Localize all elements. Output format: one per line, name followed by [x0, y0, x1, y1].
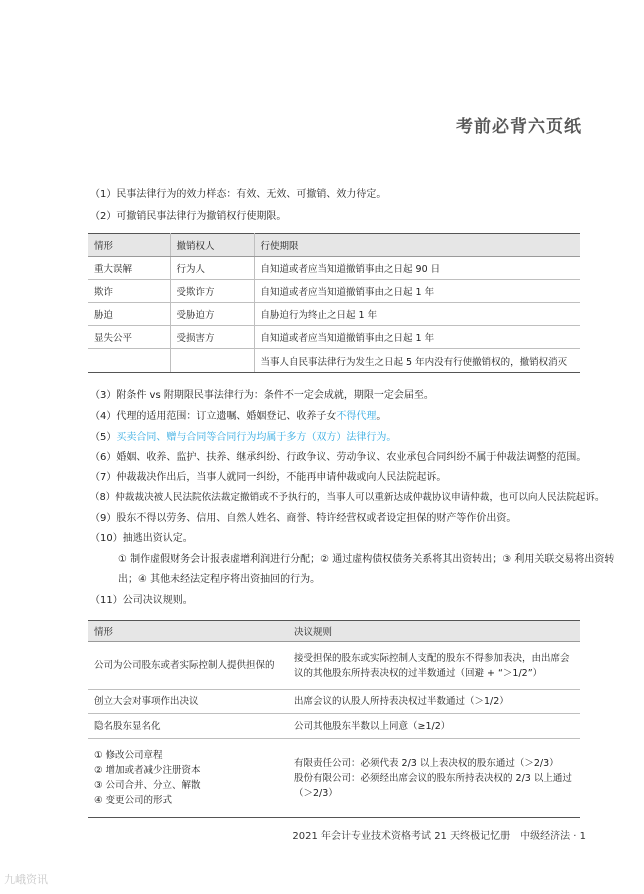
table-cell: 胁迫	[88, 303, 170, 326]
page-footer: 2021 年会计专业技术资格考试 21 天终极记忆册 中级经济法 · 1	[292, 831, 586, 842]
table-cell: 自知道或者应当知道撤销事由之日起 1 年	[254, 326, 580, 349]
table-cell	[288, 642, 580, 690]
rule-line: 接受担保的股东或实际控制人支配的股东不得参加表决，由出席会	[294, 652, 570, 664]
table-row	[88, 739, 580, 818]
table-cell: 受损害方	[170, 326, 254, 349]
list-item: （1）民事法律行为的效力样态：有效、无效、可撤销、效力待定。	[90, 189, 387, 200]
list-subitem: 出；④ 其他未经法定程序将出资抽回的行为。	[118, 574, 321, 585]
table-header: 情形	[88, 234, 170, 257]
list-item: （11）公司决议规则。	[90, 595, 193, 606]
table-row	[88, 690, 580, 714]
revocation-table	[88, 233, 580, 373]
table-cell: 隐名股东显名化	[88, 714, 288, 739]
list-item-text: （5）	[90, 432, 117, 443]
list-item: （9）股东不得以劳务、信用、自然人姓名、商誉、特许经营权或者设定担保的财产等作价出资。	[90, 513, 517, 524]
list-item: （7）仲裁裁决作出后，当事人就同一纠纷，不能再申请仲裁或向人民法院起诉。	[90, 472, 447, 483]
case-line: ③ 公司合并、分立、解散	[94, 780, 201, 791]
table-row	[88, 349, 580, 373]
table-row	[88, 714, 580, 739]
case-line: ④ 变更公司的形式	[94, 795, 173, 806]
rule-line: 有限责任公司：必须代表 2/3 以上表决权的股东通过（＞2/3）	[294, 757, 559, 769]
table-cell: 公司为公司股东或者实际控制人提供担保的	[88, 642, 288, 690]
table-cell	[88, 349, 170, 373]
list-item	[90, 410, 386, 424]
table-row	[88, 326, 580, 349]
table-header-row	[88, 234, 580, 257]
list-item	[90, 431, 396, 445]
table-cell	[88, 739, 288, 818]
table-header: 决议规则	[288, 621, 580, 642]
highlight-text: 买卖合同、赠与合同等合同行为均属于多方（双方）法律行为。	[116, 432, 397, 443]
table-cell: 受胁迫方	[170, 303, 254, 326]
watermark: 九峨资讯	[4, 873, 48, 886]
table-cell: 行为人	[170, 257, 254, 280]
table-header: 撤销权人	[170, 234, 254, 257]
table-cell: 当事人自民事法律行为发生之日起 5 年内没有行使撤销权的，撤销权消灭	[254, 349, 580, 373]
table-row	[88, 642, 580, 690]
list-item-text: （4）代理的适用范围：订立遗嘱、婚姻登记、收养子女	[90, 411, 337, 422]
rule-line: 股份有限公司：必须经出席会议的股东所持表决权的 2/3 以上通过	[294, 772, 572, 784]
case-line: ② 增加或者减少注册资本	[94, 765, 201, 776]
list-item: （3）附条件 vs 附期限民事法律行为：条件不一定会成就，期限一定会届至。	[90, 390, 434, 401]
list-item-text: 。	[376, 411, 387, 422]
table-cell: 重大误解	[88, 257, 170, 280]
page-title: 考前必背六页纸	[456, 117, 582, 137]
table-cell: 创立大会对事项作出决议	[88, 690, 288, 714]
table-cell	[170, 349, 254, 373]
rule-line: 议的其他股东所持表决权的过半数通过（回避 + “＞1/2”）	[294, 667, 543, 679]
case-line: ① 修改公司章程	[94, 750, 163, 761]
table-cell: 出席会议的认股人所持表决权过半数通过（＞1/2）	[288, 690, 580, 714]
highlight-text: 不得代理	[336, 411, 377, 422]
table-cell: 欺诈	[88, 280, 170, 303]
rule-line: （＞2/3）	[294, 787, 338, 799]
list-item: （6）婚姻、收养、监护、扶养、继承纠纷、行政争议、劳动争议、农业承包合同纠纷不属于仲裁法调整的范围。	[90, 452, 587, 463]
resolution-table	[88, 620, 580, 818]
table-cell: 公司其他股东半数以上同意（≥1/2）	[288, 714, 580, 739]
list-item: （10）抽逃出资认定。	[90, 533, 193, 544]
table-row	[88, 257, 580, 280]
table-cell: 显失公平	[88, 326, 170, 349]
table-cell	[288, 739, 580, 818]
table-cell: 受欺诈方	[170, 280, 254, 303]
table-header: 行使期限	[254, 234, 580, 257]
list-item: （8）仲裁裁决被人民法院依法裁定撤销或不予执行的，当事人可以重新达成仲裁协议申请仲裁，也可以向人民法院起诉。	[90, 492, 605, 503]
table-header-row	[88, 621, 580, 642]
table-cell: 自知道或者应当知道撤销事由之日起 90 日	[254, 257, 580, 280]
table-row	[88, 303, 580, 326]
table-cell: 自知道或者应当知道撤销事由之日起 1 年	[254, 280, 580, 303]
table-cell: 自胁迫行为终止之日起 1 年	[254, 303, 580, 326]
table-row	[88, 280, 580, 303]
list-item: （2）可撤销民事法律行为撤销权行使期限。	[90, 211, 287, 222]
list-subitem: ① 制作虚假财务会计报表虚增利润进行分配；② 通过虚构债权债务关系将其出资转出；③ 利用关联交易将出资转	[118, 554, 615, 565]
table-header: 情形	[88, 621, 288, 642]
